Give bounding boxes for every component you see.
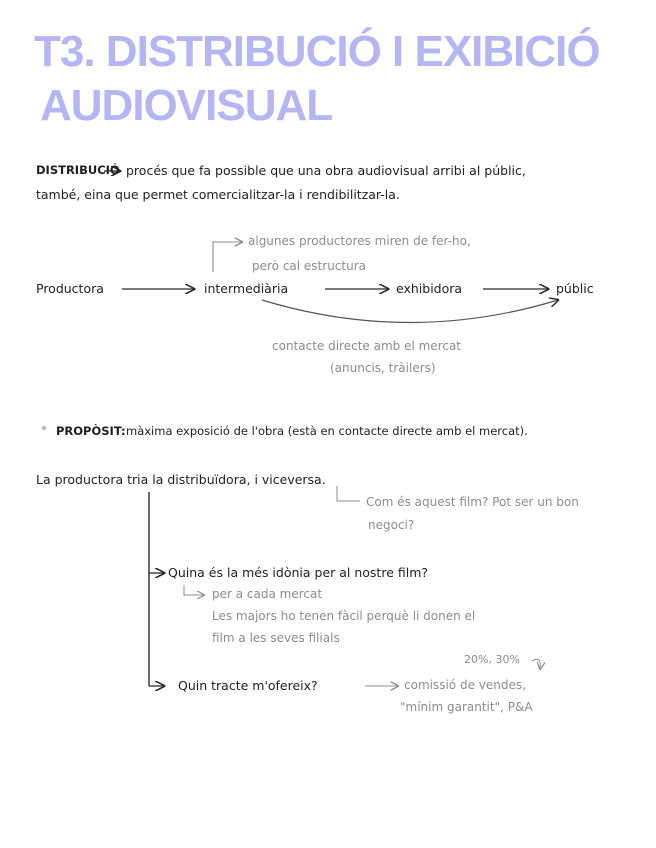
selection-note-2: negoci? (368, 518, 415, 532)
note-top-arrow (213, 242, 242, 272)
purpose-text: màxima exposició de l'obra (està en contacte directe amb el mercat). (126, 424, 528, 438)
flow-node-productora: Productora (36, 281, 104, 296)
question-2: Quin tracte m'ofereix? (178, 678, 318, 693)
answer-hook (184, 585, 204, 595)
definition-line-1: procés que fa possible que una obra audiovisual arribi al públic, (126, 163, 526, 178)
selection-note-1: Com és aquest film? Pot ser un bon (366, 495, 579, 509)
percent-note: 20%, 30% (464, 653, 520, 666)
flow-node-public: públic (556, 281, 594, 296)
title-line-2: AUDIOVISUAL (40, 81, 333, 130)
flow-note-top-1: algunes productores miren de fer-ho, (248, 234, 471, 248)
flow-note-top-2: però cal estructura (252, 259, 366, 273)
question-1: Quina és la més idònia per al nostre film? (168, 565, 429, 580)
title-line-1: T3. DISTRIBUCIÓ I EXIBICIÓ (34, 27, 600, 76)
definition-term: DISTRIBUCIÓ (36, 163, 120, 177)
bypass-curve (262, 300, 558, 323)
answer-2b: "mínim garantit", P&A (400, 700, 533, 714)
definition-line-2: també, eina que permet comercialitzar-la i rendibilitzar-la. (36, 187, 400, 202)
answer-1c: film a les seves filials (212, 631, 340, 645)
purpose-label: PROPÒSIT: (56, 424, 126, 438)
percent-arrow (532, 659, 540, 669)
selection-statement: La productora tria la distribuïdora, i viceversa. (36, 472, 326, 487)
flow-note-bottom-2: (anuncis, tràilers) (330, 361, 436, 375)
flow-note-bottom-1: contacte directe amb el mercat (272, 339, 462, 353)
flow-node-intermediaria: intermediària (204, 281, 289, 296)
flow-node-exhibidora: exhibidora (396, 281, 463, 296)
selection-note-hook (337, 486, 360, 501)
answer-2a: comissió de vendes, (404, 678, 526, 692)
purpose-bullet (42, 426, 46, 430)
answer-1a: per a cada mercat (212, 587, 323, 601)
answer-1b: Les majors ho tenen fàcil perquè li donen el (212, 609, 476, 623)
